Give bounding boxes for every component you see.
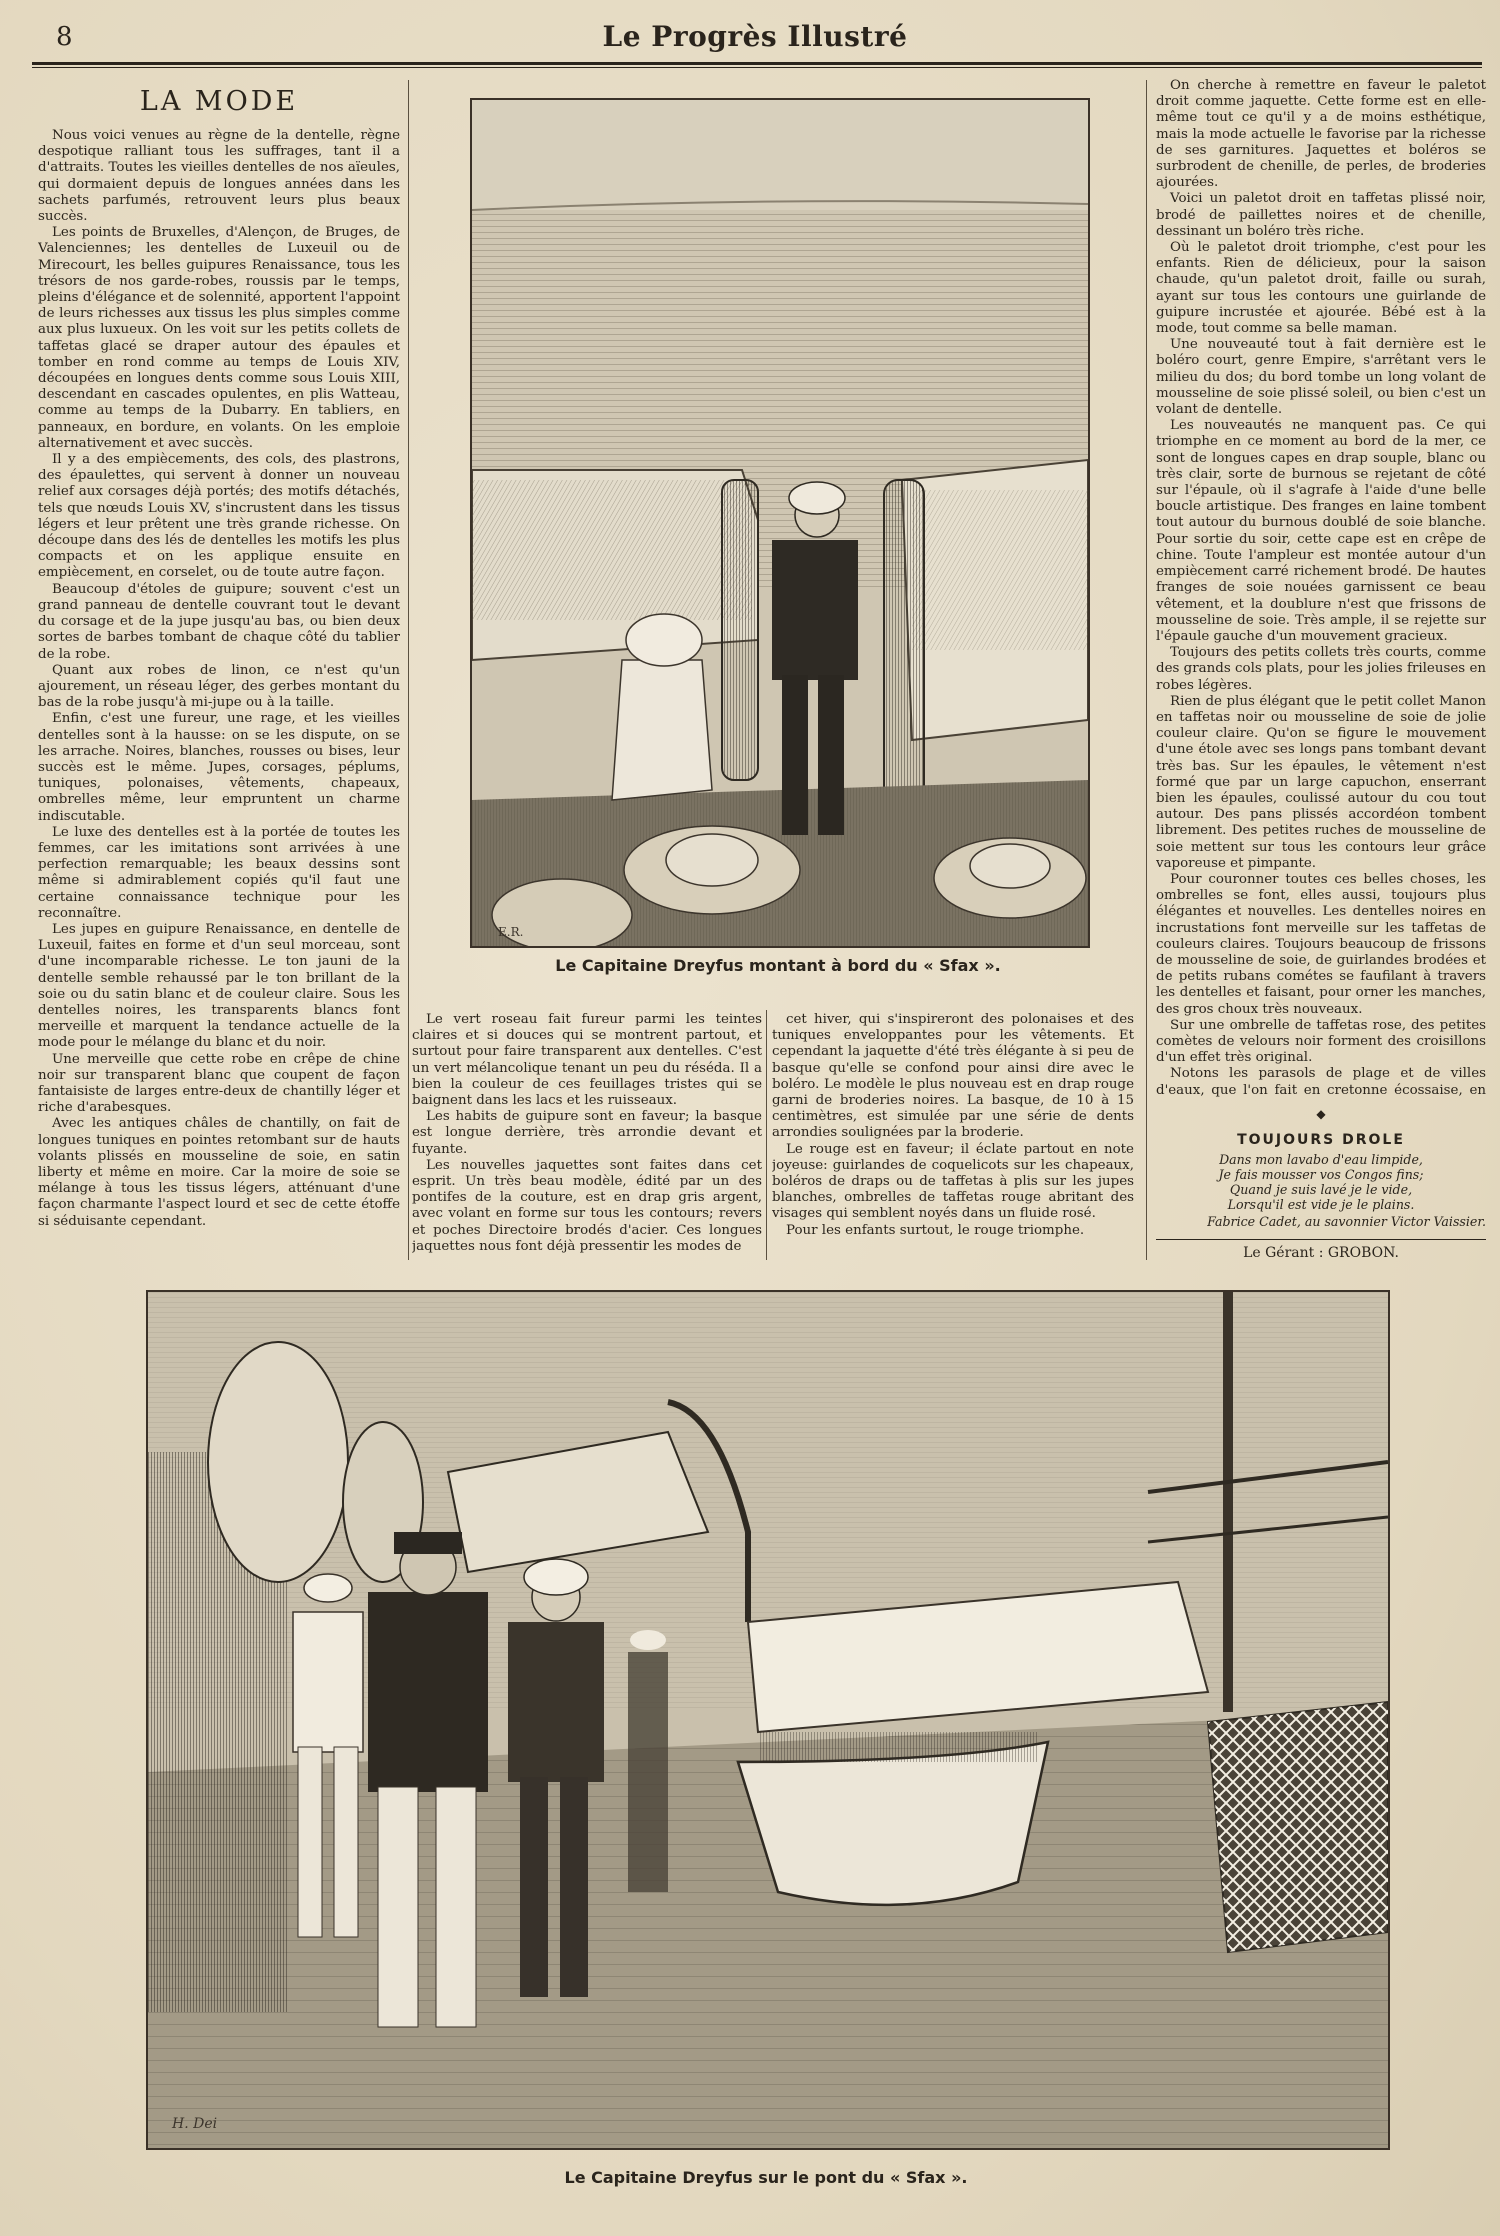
article-paragraph: Beaucoup d'étoles de guipure; souvent c'est un grand panneau de dentelle couvrant tout le devant du corsage et de la jupe jusqu'au bas, ou bien deux sortes de barbes tombant de chaque côté du tablier de la robe. (38, 581, 400, 662)
article-paragraphs (772, 1012, 1134, 1239)
article-title: LA MODE (139, 86, 299, 117)
masthead: Le Progrès Illustré (602, 20, 908, 53)
engraver-signature: H. Dei (172, 2116, 218, 2132)
article-paragraph: Rien de plus élégant que le petit collet Manon en taffetas noir ou mousseline de soie de jolie couleur claire. Qu'on se figure le mouvement d'une étole avec ses longs pans tombant devant très bas. Sur les épaules, le vêtement n'est formé que par un large capuchon, enserrant bien les épaules, coulissé autour du cou tout autour. Des pans plissés accordéon tombent librement. Des petites ruches de mousseline de soie mettent sur tous les contours leur grâce vaporeuse et pimpante. (1156, 693, 1486, 871)
illustration-dreyfus-deck (146, 1290, 1390, 2150)
poem-line: Dans mon lavabo d'eau limpide, (1219, 1152, 1423, 1168)
article-paragraph: On cherche à remettre en faveur le paletot droit comme jaquette. Cette forme est en elle-même tout ce qu'il y a de moins esthétique, mais la mode actuelle le favorise par la richesse de ses garnitures. Jaquettes et boléros se surbrodent de chenille, de perles, de broderies ajourées. (1156, 78, 1486, 191)
article-paragraph: Il y a des empiècements, des cols, des plastrons, des épaulettes, qui servent à donner un nouveau relief aux corsages déjà portés; des motifs détachés, tels que nœuds Louis XV, s'incrustent dans les tissus légers et leur prêtent une très grande richesse. On découpe dans des lés de dentelles les motifs les plus compacts et on les applique ensuite en empiècement, en corselet, ou de toute autre façon. (38, 452, 400, 581)
poem-author: Fabrice Cadet, au savonnier Victor Vaissier. (1207, 1214, 1486, 1230)
article-paragraph: Les habits de guipure sont en faveur; la basque est longue derrière, très arrondie devant et fuyante. (412, 1109, 762, 1157)
article-paragraph: Voici un paletot droit en taffetas plissé noir, brodé de paillettes noires et de chenille, dessinant un boléro très riche. (1156, 191, 1486, 239)
engraving-deck-scene (148, 1292, 1388, 2148)
column-rule (408, 80, 409, 1260)
article-paragraph: Le rouge est en faveur; il éclate partout en note joyeuse: guirlandes de coquelicots sur les chapeaux, boléros de draps ou de taffetas à plis sur les jupes blanches, ombrelles de taffetas rouge abritant des visages qui semblent noyés dans un fluide rosé. (772, 1141, 1134, 1222)
caption-top-illustration: Le Capitaine Dreyfus montant à bord du « Sfax ». (555, 956, 1001, 975)
article-paragraph: Avec les antiques châles de chantilly, on fait de longues tuniques en pointes retombant sur de hauts volants plissés en mousseline de soie, en satin liberty et même en moire. Car la moire de soie se mélange à tous les tissus légers, atténuant d'une façon charmante l'aspect lourd et sec de cette étoffe si séduisante cependant. (38, 1116, 400, 1229)
illustration-dreyfus-boarding (470, 98, 1090, 948)
gerant-line: Le Gérant : GROBON. (1156, 1239, 1486, 1260)
article-paragraph: cet hiver, qui s'inspireront des polonaises et des tuniques enveloppantes pour les vêtements. Et cependant la jaquette d'été très élégante à si peu de basque qu'elle se confond pour ainsi dire avec le boléro. Le modèle le plus nouveau est en drap rouge garni de broderies noires. La basque, de 10 à 15 centimètres, est simulée par une série de dents arrondies soulignées par la broderie. (772, 1012, 1134, 1141)
article-paragraph: Le luxe des dentelles est à la portée de toutes les femmes, car les imitations sont arrivées à une perfection remarquable; les beaux dessins sont même si admirablement copiés qu'il faut une certaine connaissance technique pour les reconnaître. (38, 824, 400, 921)
poem-line: Quand je suis lavé je le vide, (1229, 1182, 1413, 1198)
article-middle-column-1 (412, 1012, 762, 1260)
sidebar-title: TOUJOURS DROLE (1237, 1132, 1405, 1149)
column-rule (766, 1010, 767, 1260)
article-paragraph: Sur une ombrelle de taffetas rose, des petites comètes de velours noir forment des croisillons d'un effet très original. (1156, 1017, 1486, 1066)
article-paragraph: Pour les enfants surtout, le rouge triomphe. (786, 1222, 1085, 1238)
page-number: 8 (56, 22, 73, 52)
engraving-boarding-scene (472, 100, 1088, 946)
article-paragraph: Où le paletot droit triomphe, c'est pour les enfants. Rien de délicieux, pour la saison chaude, qu'un paletot droit, faille ou surah, ayant sur tous les contours une guirlande de guipure incrustée et ajourée. Bébé est à la mode, tout comme sa belle maman. (1156, 240, 1486, 337)
caption-bottom-illustration: Le Capitaine Dreyfus sur le pont du « Sfax ». (564, 2168, 968, 2187)
article-paragraph: Les nouvelles jaquettes sont faites dans cet esprit. Un très beau modèle, édité par un des pontifes de la couture, est en drap gris argent, avec volant en forme sur tous les contours; revers et poches Directoire brodés d'acier. Ces longues jaquettes nous font déjà pressentir les modes de (412, 1157, 762, 1254)
article-paragraph: Pour couronner toutes ces belles choses, les ombrelles se font, elles aussi, toujours plus élégantes et nouvelles. Les dentelles noires en incrustations font merveille sur les taffetas de couleurs claires. Toujours beaucoup de frissons de mousseline de soie, de guirlandes brodées et de petits rubans cométes se faufilant à travers les dentelles et faisant, pour orner les manches, des gros choux très nouveaux. (1156, 871, 1486, 1017)
article-right-column (1156, 78, 1486, 1098)
article-paragraph: Les jupes en guipure Renaissance, en dentelle de Luxeuil, faites en forme et d'un seul morceau, sont d'une incomparable richesse. Le ton jauni de la dentelle semble rehaussé par le ton brillant de la soie ou du satin blanc et de couleur claire. Sous les dentelles noires, les transparents blancs font merveille et marquent la tendance actuelle de la mode pour le mélange du blanc et du noir. (38, 921, 400, 1051)
diamond-ornament: ◆ (1316, 1107, 1326, 1121)
poem-line: Je fais mousser vos Congos fins; (1218, 1167, 1424, 1183)
article-paragraph: Les nouveautés ne manquent pas. Ce qui triomphe en ce moment au bord de la mer, ce sont de longues capes en drap souple, blanc ou très clair, sorte de burnous se rejetant de côté sur l'épaule, où il s'agrafe à l'aide d'une belle boucle artistique. Des franges en laine tombent tout autour du burnous doublé de soie blanche. Pour sortie du soir, cette cape est en crêpe de chine. Toute l'ampleur est montée autour d'un empiècement carré richement brodé. De hautes franges de soie nouées garnissent ce beau vêtement, et la doublure n'est que frissons de mousseline de soie. Très ample, il se rejette sur l'épaule gauche d'un mouvement gracieux. (1156, 418, 1486, 644)
article-paragraph: Les points de Bruxelles, d'Alençon, de Bruges, de Valenciennes; les dentelles de Luxeuil ou de Mirecourt, les belles guipures Renaissance, tous les trésors de nos garde-robes, roussis par le temps, pleins d'élégance et de solennité, apportent l'appoint de leurs richesses aux tissus les plus simples comme aux plus luxueux. On les voit sur les petits collets de taffetas glacé se draper autour des épaules et tomber en rond comme au temps de Louis XIV, découpées en longues dents comme sous Louis XIII, descendant en cascades opulentes, en plis Watteau, comme au temps de la Dubarry. En tabliers, en panneaux, en bordure, en volants. On les emploie alternativement et avec succès. (38, 225, 400, 451)
column-rule (1146, 80, 1147, 1260)
article-paragraph: Nous voici venues au règne de la dentelle, règne despotique ralliant tous les suffrages, tant il a d'attraits. Toutes les vieilles dentelles de nos aïeules, qui dormaient depuis de longues années dans les sachets parfumés, retrouvent leurs plus beaux succès. (38, 128, 400, 225)
sidebar-box (1156, 1100, 1486, 1260)
article-paragraph: Notons les parasols de plage et de villes d'eaux, que l'on fait en cretonne écossaise, en (1156, 1066, 1486, 1098)
article-paragraph: Une nouveauté tout à fait dernière est le boléro court, genre Empire, s'arrêtant vers le milieu du dos; du bord tombe un long volant de mousseline de soie plissé soleil, ou bien c'est un volant de dentelle. (1156, 337, 1486, 418)
article-paragraphs (38, 128, 400, 1230)
sidebar-poem (1156, 1152, 1486, 1212)
article-middle-column-2 (772, 1012, 1134, 1260)
article-paragraphs (1156, 78, 1486, 1098)
article-paragraph: Quant aux robes de linon, ce n'est qu'un ajourement, un réseau léger, des gerbes montant du bas de la robe jusqu'à mi-jupe ou à la taille. (38, 662, 400, 711)
article-paragraph: Le vert roseau fait fureur parmi les teintes claires et si douces qui se montrent partout, et surtout pour faire transparent aux dentelles. C'est un vert mélancolique tenant un peu du réséda. Il a bien la couleur de ces feuillages tristes qui se baignent dans les lacs et les ruisseaux. (412, 1012, 762, 1109)
page-header (32, 18, 1478, 58)
header-rule (32, 62, 1482, 68)
poem-line: Lorsqu'il est vide je le plains. (1227, 1197, 1415, 1213)
article-left-column (38, 86, 400, 1258)
article-paragraph: Enfin, c'est une fureur, une rage, et les vieilles dentelles sont à la hausse: on se les dispute, on se les arrache. Noires, blanches, rousses ou bises, leur succès est le même. Jupes, corsages, péplums, tuniques, polonaises, vêtements, chapeaux, ombrelles même, leur empruntent un charme indiscutable. (38, 711, 400, 824)
article-paragraphs (412, 1012, 762, 1255)
article-paragraph: Une merveille que cette robe en crêpe de chine noir sur transparent blanc que coupent de façon fantaisiste de larges entre-deux de chantilly léger et riche d'arabesques. (38, 1051, 400, 1116)
engraver-signature: E.R. (498, 925, 524, 939)
article-paragraph: Toujours des petits collets très courts, comme des grands cols plats, pour les jolies frileuses en robes légères. (1156, 645, 1486, 693)
